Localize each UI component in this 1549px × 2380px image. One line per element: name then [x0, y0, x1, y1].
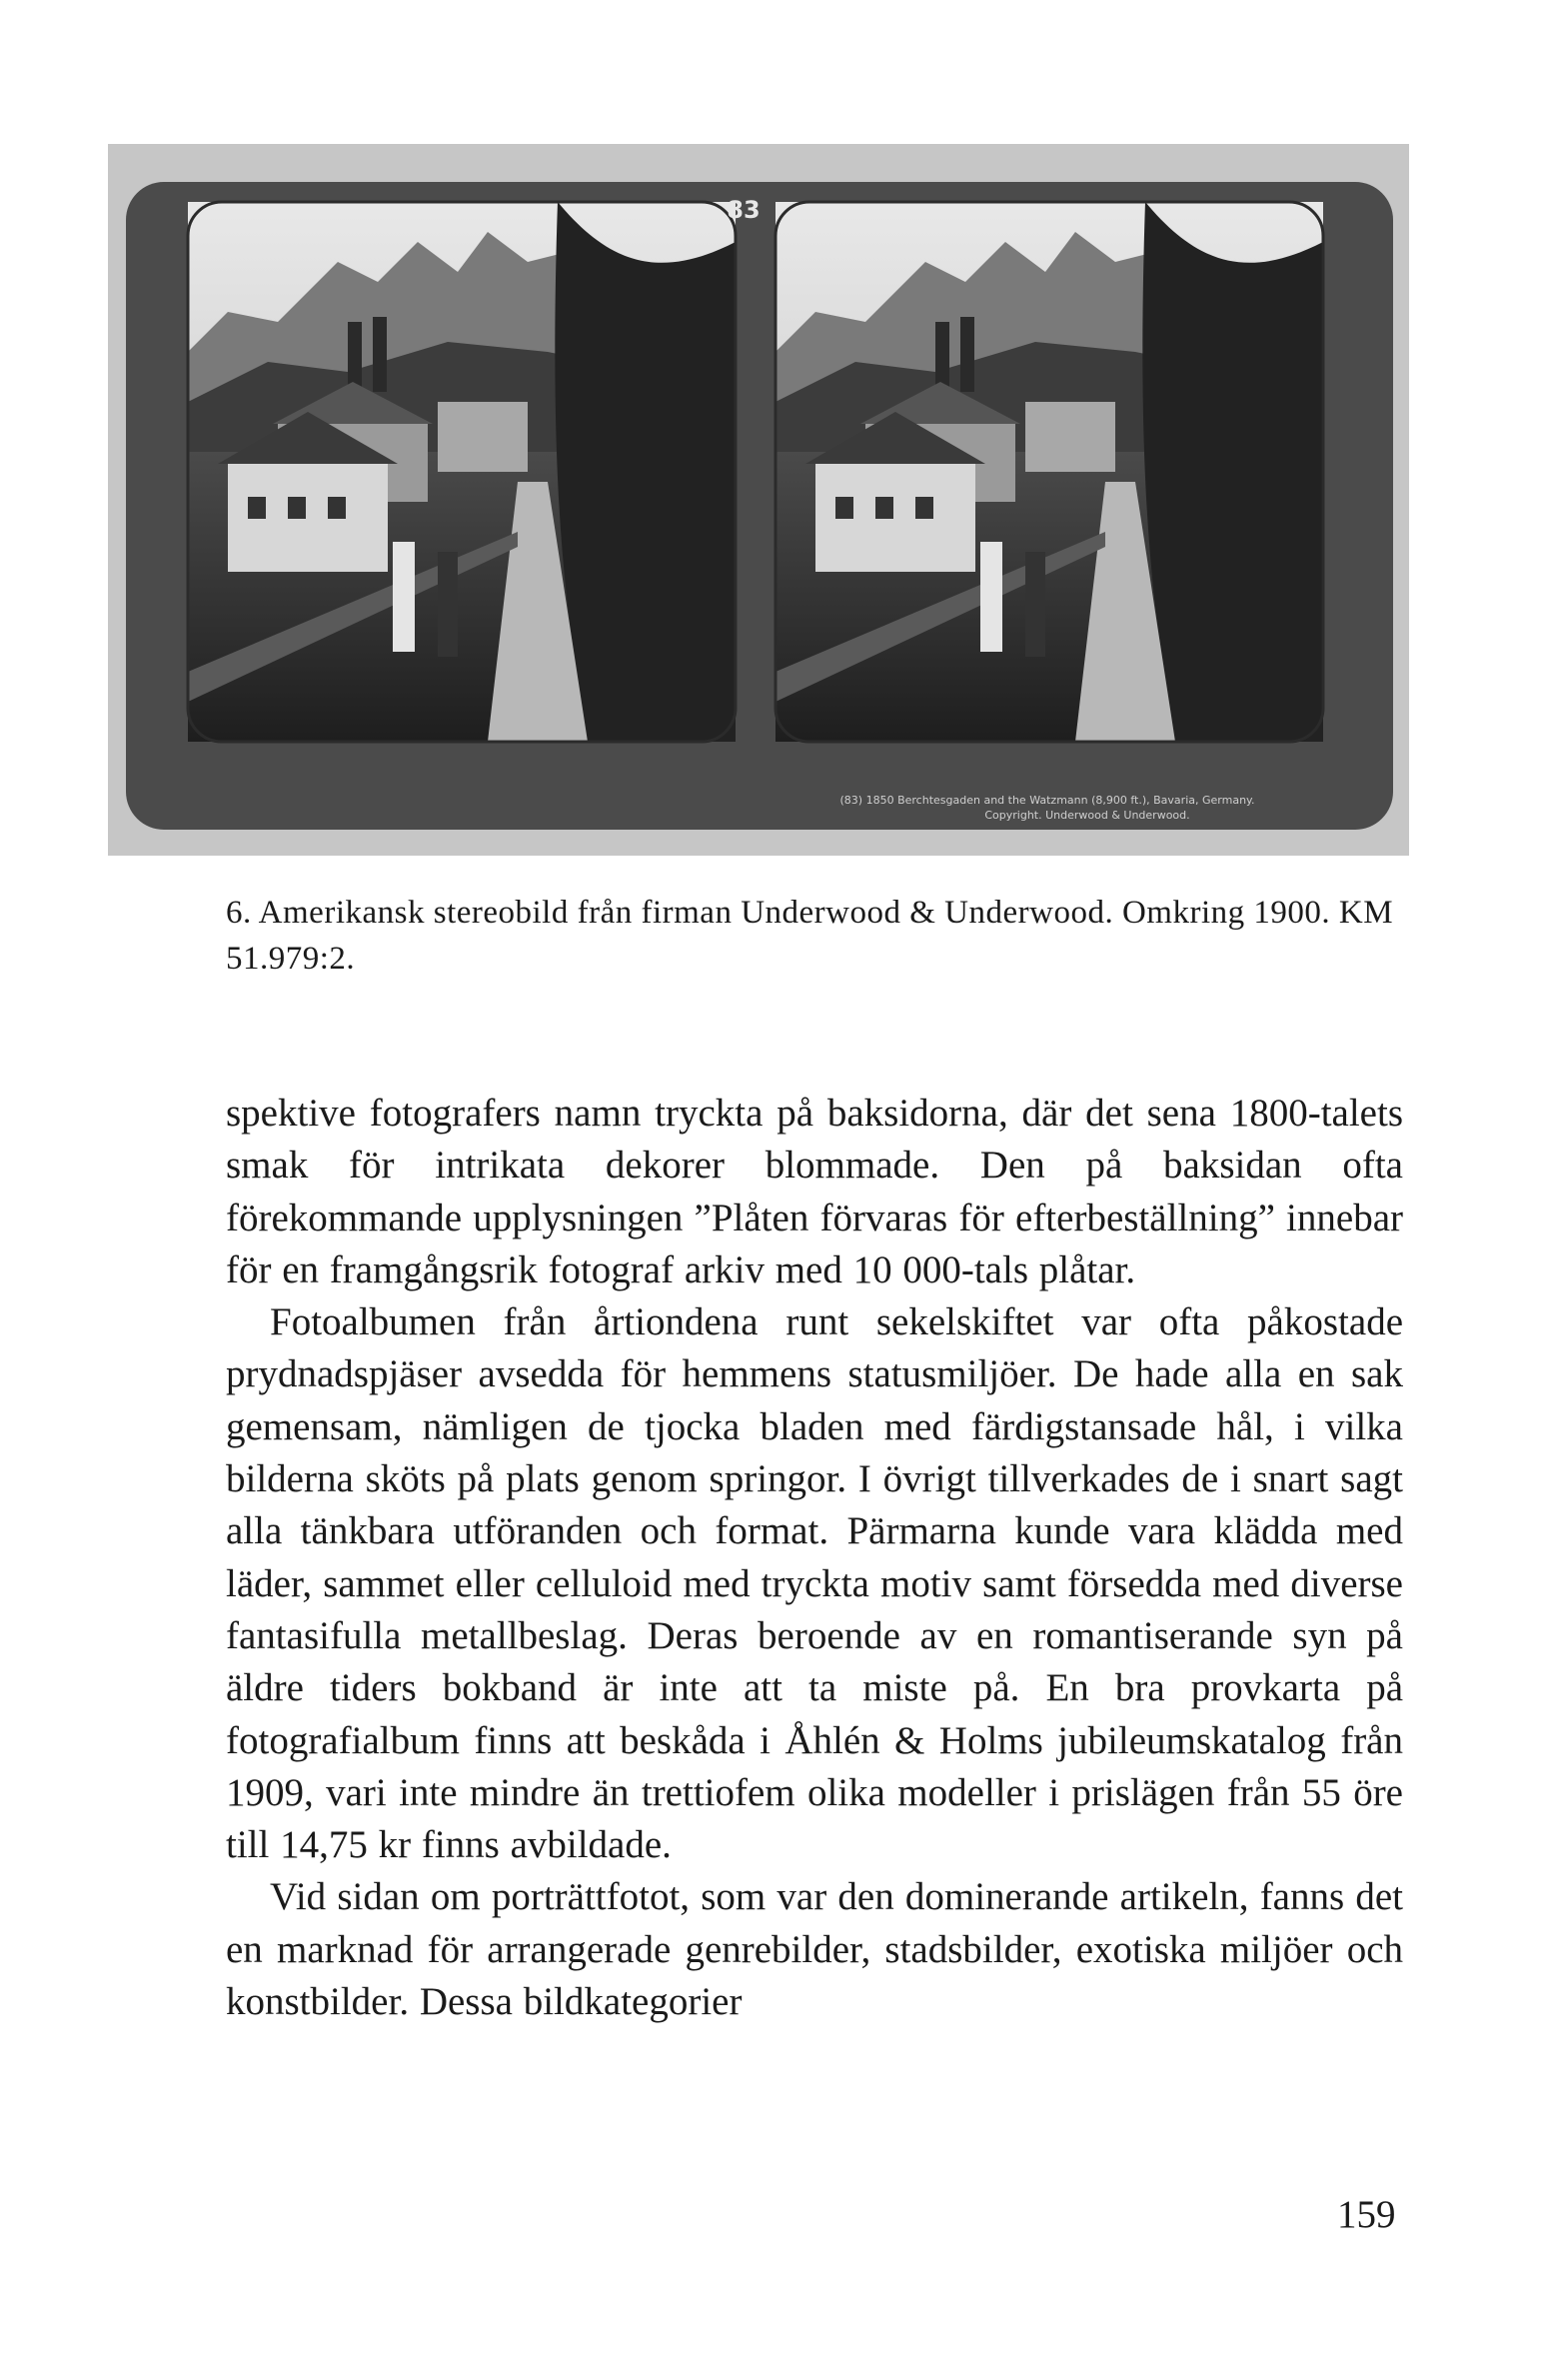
card-caption-line1: (83) 1850 Berchtesgaden and the Watzmann (8,900 ft.), Bavaria, Germany. — [839, 794, 1255, 807]
card-number: 83 — [727, 196, 761, 224]
figure-caption: 6. Amerikansk stereobild från firman Underwood & Underwood. Omkring 1900. KM 51.979:2. — [226, 895, 1394, 977]
paragraph-2: Fotoalbumen från årtiondena runt sekelskiftet var ofta påkostade prydnadspjäser avsedda för hemmens statusmiljöer. De hade alla en sak gemensam, nämligen de tjocka bladen med färdigstansade hål, i vilka bilderna sköts på plats genom springor. I övrigt tillverkades de i snart sagt alla tänkbara utföranden och format. Pärmarna kunde vara klädda med läder, sammet eller celluloid med tryckta motiv samt försedda med diverse fantasifulla metallbeslag. Deras beroende av en romantiserande syn på äldre tiders bokband är inte att ta miste på. En bra provkarta på fotografialbum finns att beskåda i Åhlén & Holms jubileumskatalog från 1909, vari inte mindre än trettiofem olika modeller i prislägen från 55 öre till 14,75 kr finns avbildade. — [226, 1300, 1403, 1867]
paragraph-1: spektive fotografers namn tryckta på baksidorna, där det sena 1800-talets smak för intrikata dekorer blommade. Den på baksidan ofta förekommande upplysningen ”Plåten förvaras för efterbeställning” innebar för en framgångsrik fotograf arkiv med 10 000-tals plåtar. — [226, 1092, 1403, 1291]
card-caption-line2: Copyright. Underwood & Underwood. — [984, 809, 1190, 822]
stereograph-figure — [108, 144, 1409, 856]
body-text — [226, 1088, 1403, 2028]
stereograph-card — [108, 144, 1409, 856]
page-number: 159 — [1337, 2193, 1396, 2236]
paragraph-3: Vid sidan om porträttfotot, som var den dominerande artikeln, fanns det en marknad för arrangerade genrebilder, stadsbilder, exotiska miljöer och konstbilder. Dessa bildkategorier — [226, 1875, 1403, 2024]
